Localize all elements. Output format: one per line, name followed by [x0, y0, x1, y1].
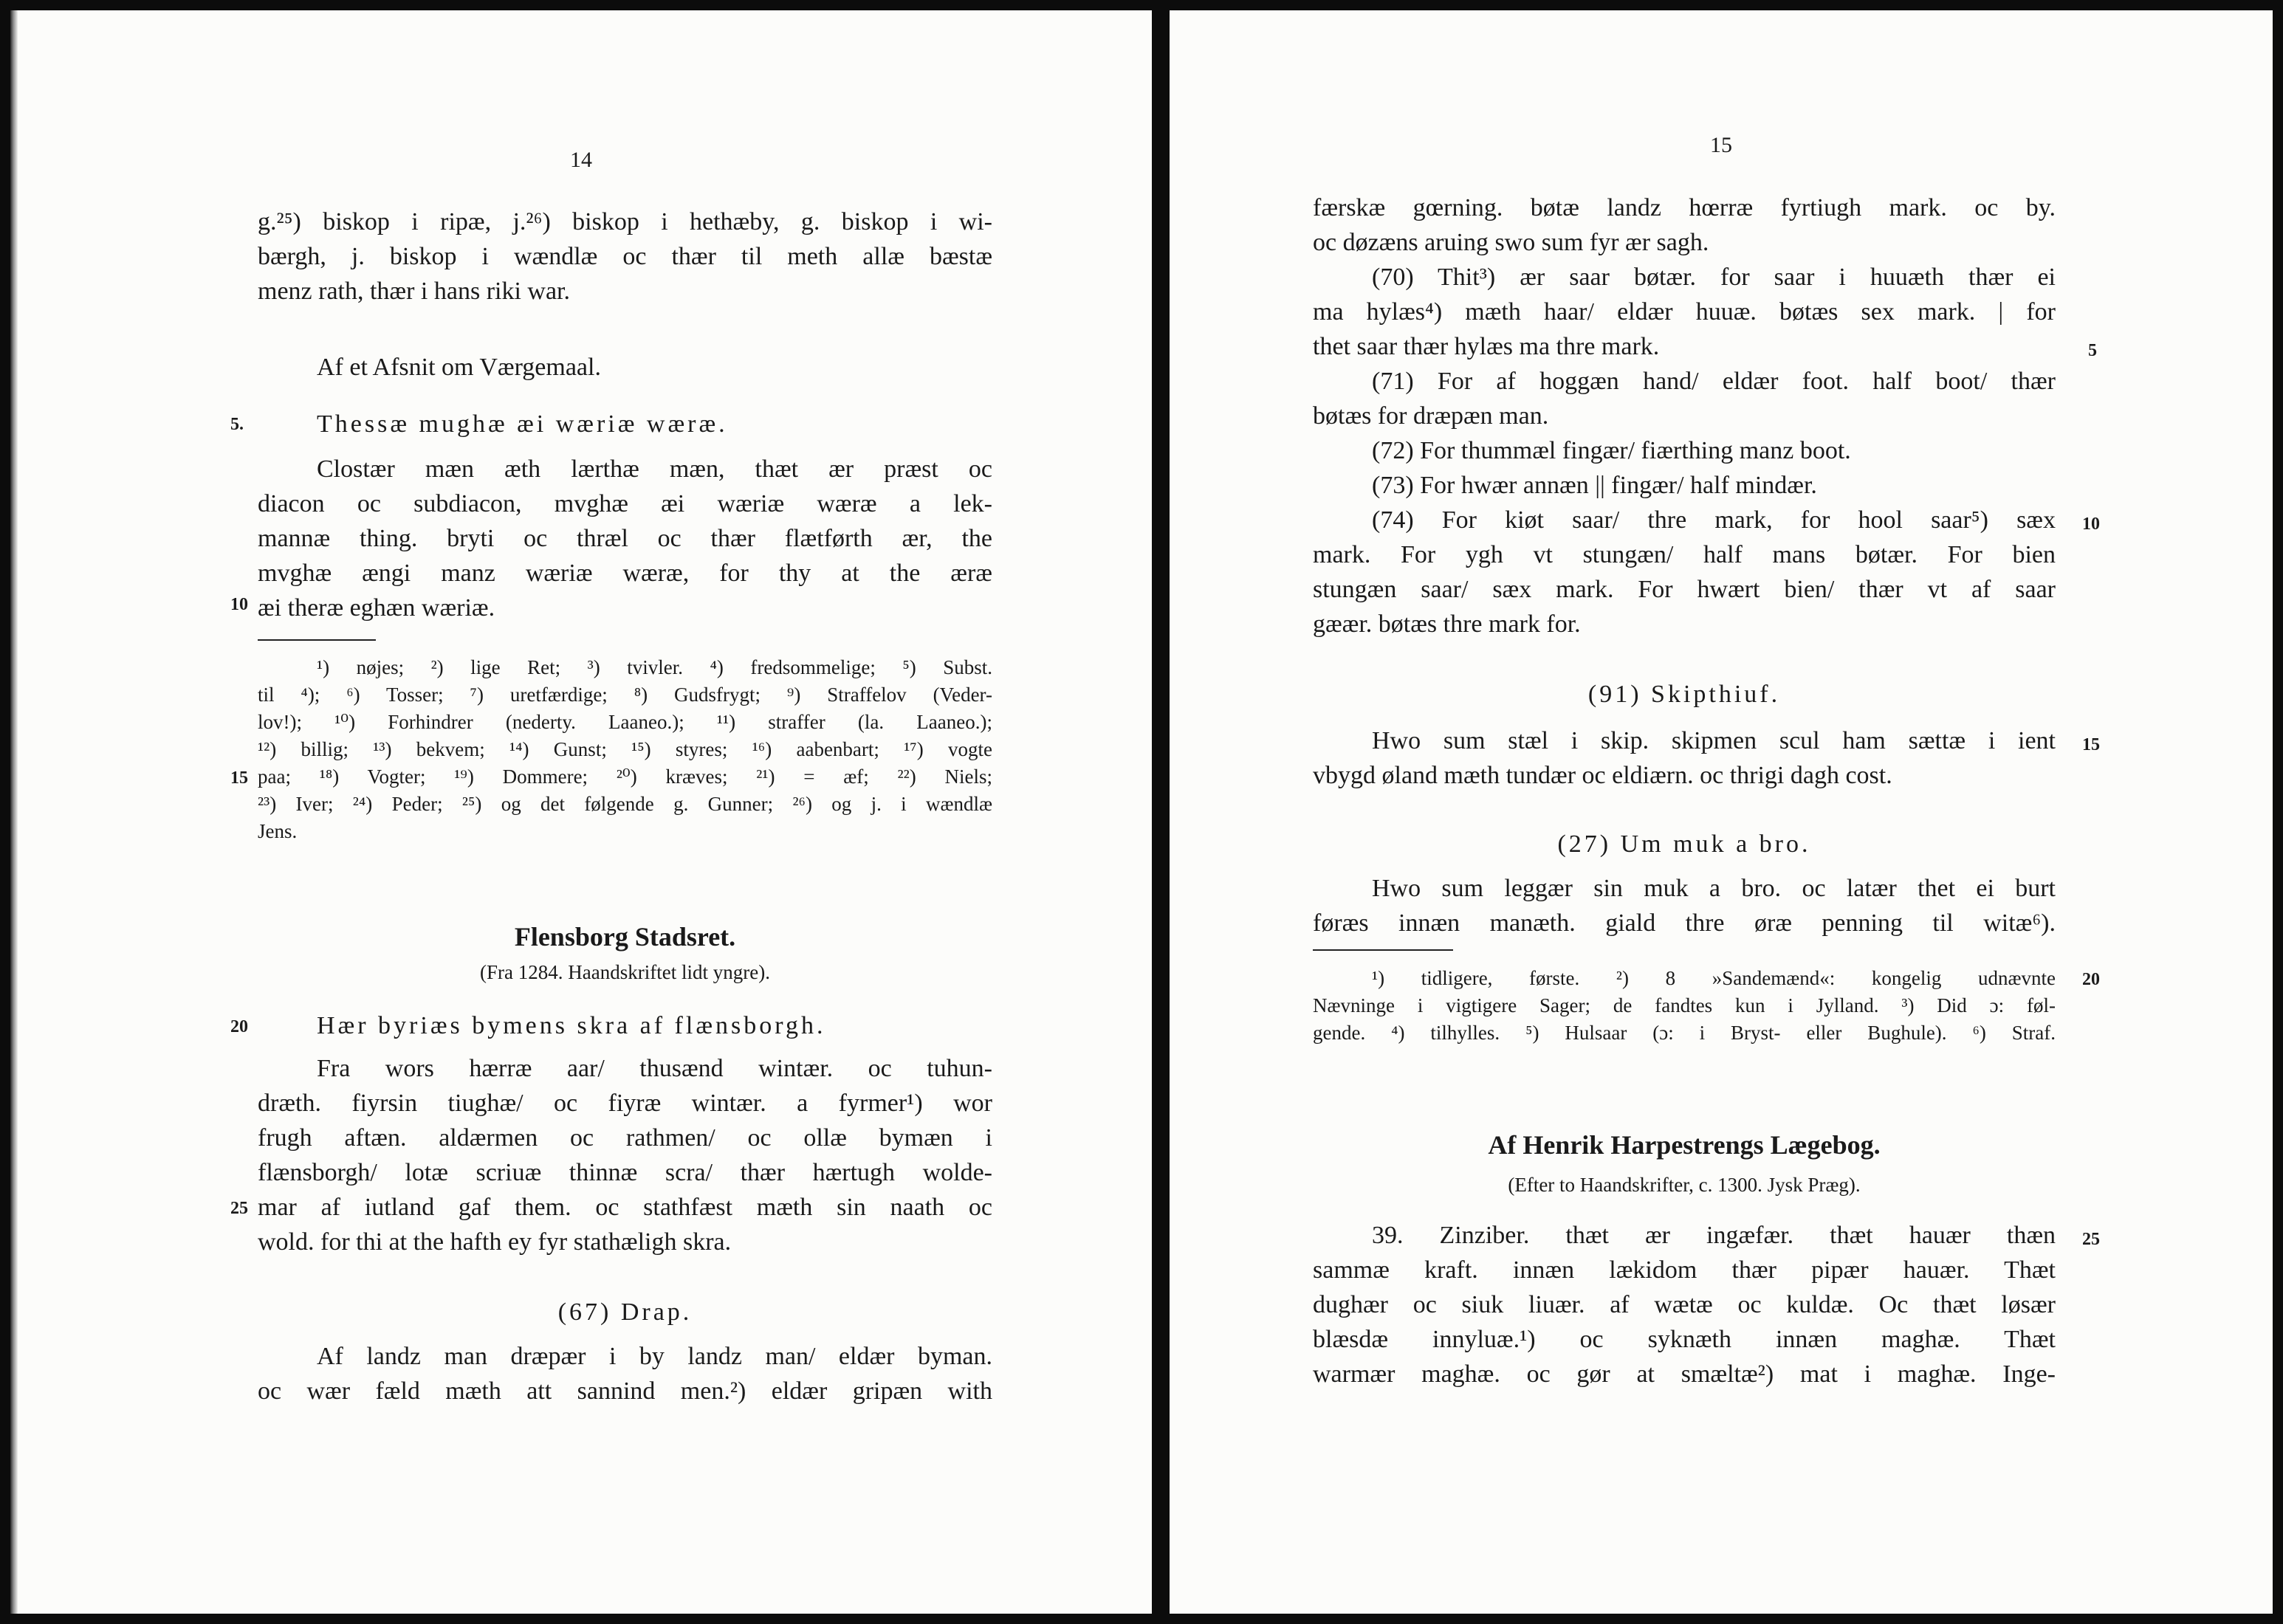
margin-line-number: 10: [2082, 515, 2100, 534]
text-line: (73) For hwær annæn || fingær/ half mindær.: [1372, 472, 1817, 499]
paragraph-drap: [258, 1339, 992, 1408]
text-line: g.²⁵) biskop i ripæ, j.²⁶) biskop i hethæby, g. biskop i wi-: [258, 208, 992, 235]
page-number: 14: [570, 148, 592, 172]
paragraph-91: [1313, 723, 2056, 793]
text-line: flænsborgh/ lotæ scriuæ thinnæ scra/ thær hærtugh wolde-: [258, 1159, 992, 1186]
text-line: (71) For af hoggæn hand/ eldær foot. half boot/ thær: [1372, 368, 2056, 395]
text-line: frugh aftæn. aldærmen oc rathmen/ oc ollæ bymæn i: [258, 1124, 992, 1152]
text-line: blæsdæ innyluæ.¹) oc syknæth innæn maghæ. Thæt: [1313, 1326, 2056, 1353]
paragraph-70: [1313, 260, 2056, 364]
margin-line-number: 15: [230, 768, 248, 788]
text-line: wold. for thi at the hafth ey fyr stathæligh skra.: [258, 1228, 732, 1256]
margin-line-number: 10: [230, 595, 248, 614]
paragraph-title: (91) Skipthiuf.: [1587, 681, 1781, 708]
text-line: Hwo sum leggær sin muk a bro. oc latær thet ei burt: [1372, 875, 2056, 902]
text-line: føræs innæn manæth. giald thre øræ penning til witæ⁶).: [1313, 909, 2056, 937]
text-line: oc wær fæld mæth att sannind men.²) eldær gripæn with: [258, 1377, 992, 1405]
section-title: Af Henrik Harpestrengs Lægebog.: [1488, 1130, 1881, 1160]
text-line: oc døzæns aruing swo sum fyr ær sagh.: [1313, 229, 1709, 256]
footnote-line: Jens.: [258, 820, 298, 842]
footnotes: [258, 654, 992, 845]
text-line: mar af iutland gaf them. oc stathfæst mæth sin naath oc: [258, 1194, 992, 1221]
footnote-rule: [258, 639, 376, 641]
text-line: færskæ gœrning. bøtæ landz hœrræ fyrtiugh mark. oc by.: [1313, 194, 2056, 221]
footnote-line: til ⁴); ⁶) Tosser; ⁷) uretfærdige; ⁸) Gudsfrygt; ⁹) Straffelov (Veder-: [258, 684, 992, 706]
text-line: warmær maghæ. oc gør at smæltæ²) mat i maghæ. Inge-: [1313, 1360, 2056, 1388]
margin-line-number: 25: [2082, 1230, 2100, 1249]
text-line: 39. Zinziber. thæt ær ingæfær. thæt hauær thæn: [1372, 1222, 2056, 1249]
margin-line-number: 5: [2088, 341, 2097, 360]
paragraph-73: [1313, 468, 2056, 503]
paragraph-27: [1313, 871, 2056, 940]
text-line: (72) For thummæl fingær/ fiærthing manz boot.: [1372, 437, 1851, 464]
footnotes: [1313, 965, 2056, 1047]
paragraph-title: Thessæ mughæ æi wæriæ wæræ.: [317, 410, 728, 438]
text-line: gæær. bøtæs thre mark for.: [1313, 610, 1581, 638]
footnote-line: ¹²) billig; ¹³) bekvem; ¹⁴) Gunst; ¹⁵) styres; ¹⁶) aabenbart; ¹⁷) vogte: [258, 738, 992, 760]
text-line: Fra wors hærræ aar/ thusænd wintær. oc tuhun-: [317, 1055, 992, 1082]
text-line: dræth. fiyrsin tiughæ/ oc fiyræ wintær. a fyrmer¹) wor: [258, 1090, 992, 1117]
footnote-rule: [1313, 949, 1453, 951]
paragraph-71: [1313, 364, 2056, 433]
left-page: [10, 10, 1152, 1614]
text-line: æi theræ eghæn wæriæ.: [258, 594, 495, 622]
section-subtitle: (Fra 1284. Haandskriftet lidt yngre).: [480, 961, 770, 983]
text-line: thet saar thær hylæs ma thre mark.: [1313, 333, 1660, 360]
text-line: sammæ kraft. innæn lækidom thær pipær hauær. Thæt: [1313, 1256, 2056, 1284]
paragraph-74: [1313, 503, 2056, 641]
paragraph-skra: [258, 1051, 992, 1259]
text-line: mannæ thing. bryti oc thræl oc thær flætførth ær, the: [258, 525, 992, 552]
text-line: bærgh, j. biskop i wændlæ oc thær til meth allæ bæstæ: [258, 243, 992, 270]
text-line: dughær oc siuk liuær. af wætæ oc kuldæ. Oc thæt løsær: [1313, 1291, 2056, 1318]
text-line: (70) Thit³) ær saar bøtær. for saar i huuæth thær ei: [1372, 264, 2056, 291]
footnote-line: gende. ⁴) tilhylles. ⁵) Hulsaar (ɔ: i Bryst- eller Bughule). ⁶) Straf.: [1313, 1022, 2056, 1044]
paragraph-continuation: [1313, 190, 2056, 260]
section-title: Flensborg Stadsret.: [514, 922, 736, 952]
margin-line-number: 25: [230, 1199, 248, 1218]
text-line: stungæn saar/ sæx mark. For hwært bien/ thær vt af saar: [1313, 576, 2056, 603]
paragraph-vaergemaal: [258, 452, 992, 625]
text-line: diacon oc subdiacon, mvghæ æi wæriæ wæræ a lek-: [258, 490, 992, 517]
right-page: [1170, 10, 2273, 1614]
text-line: ma hylæs⁴) mæth haar/ eldær huuæ. bøtæs sex mark. | for: [1313, 298, 2056, 326]
text-line: Hwo sum stæl i skip. skipmen scul ham sættæ i ient: [1372, 727, 2056, 754]
text-line: Clostær mæn æth lærthæ mæn, thæt ær præst oc: [317, 455, 992, 483]
paragraph-continuation: [258, 204, 992, 309]
footnote-line: ¹) nøjes; ²) lige Ret; ³) tvivler. ⁴) fredsommelige; ⁵) Subst.: [317, 656, 992, 678]
text-line: Af landz man dræpær i by landz man/ eldær byman.: [317, 1343, 992, 1370]
paragraph-72: [1313, 433, 2056, 468]
page-number: 15: [1710, 133, 1732, 157]
text-line: menz rath, thær i hans riki war.: [258, 278, 571, 305]
footnote-line: lov!); ¹⁰) Forhindrer (nederty. Laaneo.); ¹¹) straffer (la. Laaneo.);: [258, 711, 992, 733]
text-line: vbygd øland mæth tundær oc eldiærn. oc thrigi dagh cost.: [1313, 762, 1892, 789]
text-line: (74) For kiøt saar/ thre mark, for hool saar⁵) sæx: [1372, 506, 2056, 534]
margin-line-number: 20: [230, 1017, 248, 1036]
margin-line-number: 5.: [230, 415, 244, 434]
paragraph-title: Hær byriæs bymens skra af flænsborgh.: [317, 1012, 826, 1039]
footnote-line: Nævninge i vigtigere Sager; de fandtes kun i Jylland. ³) Did ɔ: føl-: [1313, 994, 2056, 1016]
footnote-line: ¹) tidligere, første. ²) 8 »Sandemænd«: kongelig udnævnte: [1372, 967, 2056, 989]
section-subtitle: (Efter to Haandskrifter, c. 1300. Jysk Præg).: [1508, 1174, 1861, 1196]
footnote-line: paa; ¹⁸) Vogter; ¹⁹) Dommere; ²⁰) kræves; ²¹) = æf; ²²) Niels;: [258, 765, 992, 788]
section-heading: Af et Afsnit om Værgemaal.: [317, 354, 601, 381]
paragraph-39: [1313, 1218, 2056, 1391]
footnote-line: ²³) Iver; ²⁴) Peder; ²⁵) og det følgende g. Gunner; ²⁶) og j. i wændlæ: [258, 793, 992, 815]
margin-line-number: 15: [2082, 735, 2100, 754]
text-line: bøtæs for dræpæn man.: [1313, 402, 1549, 430]
margin-line-number: 20: [2082, 970, 2100, 989]
paragraph-title: (67) Drap.: [557, 1298, 693, 1326]
scan-edge: [10, 10, 18, 1614]
text-line: mvghæ ængi manz wæriæ wæræ, for thy at the æræ: [258, 560, 992, 587]
paragraph-title: (27) Um muk a bro.: [1557, 830, 1811, 858]
text-line: mark. For ygh vt stungæn/ half mans bøtær. For bien: [1313, 541, 2056, 568]
